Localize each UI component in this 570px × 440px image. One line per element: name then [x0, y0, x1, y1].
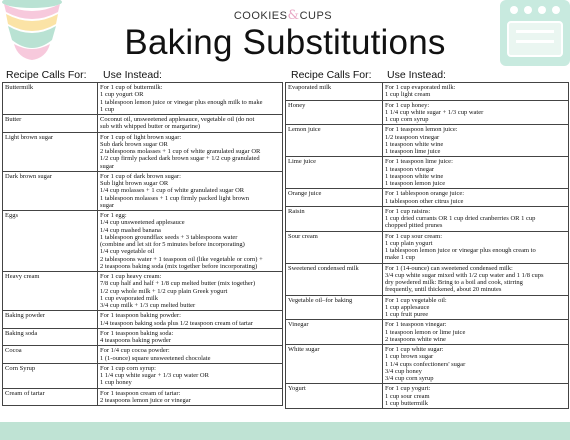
substitution-line: For 1 cup of buttermilk: [100, 84, 163, 91]
substitution-line: sub with whipped butter or margarine) [100, 123, 201, 131]
substitution-line: For 1 tablespoon orange juice: [385, 190, 465, 198]
substitution-line: 1 cup fruit puree [385, 311, 429, 318]
substitution-cell [98, 83, 283, 115]
substitution-line: 1 tablespoon other citrus juice [385, 197, 464, 205]
substitution-line: 1 cup buttermilk [385, 399, 428, 407]
substitution-cell [383, 384, 569, 409]
substitution-line: 1 1/4 cup white sugar + 1/3 cup water OR [100, 372, 209, 379]
ingredient-cell: Orange juice [286, 189, 383, 207]
ingredient-cell: Cocoa [3, 346, 98, 364]
table-row [286, 345, 569, 384]
substitution-line: 1 cup honey [100, 379, 132, 387]
table-row [3, 171, 283, 210]
table-row [286, 125, 569, 157]
table-row [286, 320, 569, 345]
substitution-line: For 1 teaspoon baking soda: [100, 329, 174, 337]
table-row [3, 83, 283, 115]
ingredient-cell: Baking powder [3, 311, 98, 329]
ingredient-cell: Light brown sugar [3, 132, 98, 171]
right-column-head-recipe: Recipe Calls For: [291, 69, 372, 81]
substitution-line: 1 teaspoon lime juice [385, 148, 441, 155]
ingredient-cell: Honey [286, 100, 383, 125]
substitution-line: Sub dark brown sugar OR [100, 140, 168, 148]
substitution-line: For 1 cup raisins: [385, 207, 431, 215]
substitution-line: dry powdered milk: Bring to a boil and cook, stirring [385, 279, 523, 286]
substitution-cell [98, 328, 283, 346]
substitution-line: For 1 cup corn syrup: [100, 364, 156, 372]
substitution-line: For 1 cup yogurt: [385, 385, 431, 393]
substitution-line: 2 teaspoons lemon juice or vinegar [100, 396, 191, 404]
substitution-cell [383, 157, 569, 189]
left-column-head-recipe: Recipe Calls For: [6, 69, 87, 81]
substitution-line: 1 tablespoon lemon juice or vinegar plus enough milk to make [100, 98, 263, 106]
substitution-line: 1 tablespoon molasses + 1 cup firmly packed light brown [100, 194, 249, 202]
substitution-line: 1 teaspoon lemon juice [385, 180, 446, 187]
substitution-line: 1/4 cup mashed banana [100, 226, 161, 234]
substitution-line: For 1 teaspoon baking powder: [100, 312, 181, 320]
brand-right: CUPS [299, 10, 333, 22]
substitution-line: 1 cup corn syrup [385, 116, 429, 123]
substitution-line: For 1 egg: [100, 212, 127, 219]
substitution-line: For 1 cup of dark brown sugar: [100, 172, 181, 180]
table-row [286, 231, 569, 263]
substitution-line: For 1 cup of light brown sugar: [100, 133, 182, 141]
substitution-line: For 1 cup honey: [385, 101, 430, 109]
substitution-cell [383, 320, 569, 345]
substitution-line: 1/2 teaspoon vinegar [385, 133, 440, 141]
substitution-line: 1 cup brown sugar [385, 353, 434, 361]
substitution-cell [98, 388, 283, 406]
substitution-line: For 1 cup sour cream: [385, 232, 443, 240]
table-row [3, 311, 283, 329]
left-substitution-table [2, 82, 283, 406]
ingredient-cell: Evaporated milk [286, 83, 383, 101]
substitution-line: 1 tablespoon groundflax seeds + 3 tablespoons water [100, 233, 238, 241]
substitution-line: For 1 cup white sugar: [385, 346, 444, 353]
substitution-line: 1 cup sour cream [385, 392, 430, 400]
substitution-line: 1 teaspoon lemon or lime juice [385, 328, 466, 336]
ingredient-cell: Eggs [3, 211, 98, 272]
substitution-cell [383, 295, 569, 320]
substitution-line: 3/4 cup white sugar mixed with 1/2 cup water and 1 1/8 cups [385, 271, 544, 279]
table-row [286, 157, 569, 189]
substitution-line: 3/4 cup corn syrup [385, 375, 434, 382]
substitution-line: (combine and let sit for 5 minutes before incorporating) [100, 241, 245, 248]
table-row [3, 211, 283, 272]
ingredient-cell: Buttermilk [3, 83, 98, 115]
substitution-line: make 1 cup [385, 254, 415, 262]
ingredient-cell: Dark brown sugar [3, 171, 98, 210]
footer-band [0, 422, 570, 440]
substitution-line: Coconut oil, unsweetened applesauce, vegetable oil (do not [100, 116, 255, 123]
brand-left: COOKIES [233, 10, 288, 22]
substitution-line: For 1/4 cup cocoa powder: [100, 347, 170, 355]
substitution-cell [98, 346, 283, 364]
table-row [286, 263, 569, 295]
mixing-bowls-icon [0, 0, 66, 62]
substitution-line: sugar [100, 201, 115, 209]
substitution-line: chopped pitted prunes [385, 222, 443, 230]
ingredient-cell: Raisin [286, 206, 383, 231]
substitution-line: 1 teaspoon white wine [385, 172, 444, 180]
substitution-line: frequently, until thickened, about 20 minutes [385, 286, 502, 294]
right-substitution-table [285, 82, 569, 409]
substitution-cell [383, 125, 569, 157]
substitution-line: For 1 (14-ounce) can sweetened condensed milk: [385, 264, 513, 272]
table-row [286, 189, 569, 207]
brand-logo [213, 8, 353, 23]
ingredient-cell: Sour cream [286, 231, 383, 263]
substitution-cell [98, 211, 283, 272]
substitution-line: For 1 teaspoon cream of tartar: [100, 389, 181, 397]
substitution-line: 1 teaspoon white wine [385, 140, 444, 148]
ingredient-cell: Lemon juice [286, 125, 383, 157]
table-row [3, 132, 283, 171]
ingredient-cell: Heavy cream [3, 272, 98, 311]
ingredient-cell: Cream of tartar [3, 388, 98, 406]
substitution-line: 1/2 cup whole milk + 1/2 cup plain Greek yogurt [100, 287, 228, 295]
substitution-line: 1 cup [100, 105, 115, 113]
substitution-line: 1/4 cup molasses + 1 cup of white granulated sugar OR [100, 187, 245, 195]
table-row [286, 384, 569, 409]
substitution-line: For 1 teaspoon vinegar: [385, 321, 447, 329]
ingredient-cell: White sugar [286, 345, 383, 384]
table-row [3, 328, 283, 346]
substitution-line: 1 (1-ounce) square unsweetened chocolate [100, 354, 211, 362]
substitution-line: 3/4 cup honey [385, 367, 422, 375]
substitution-line: sugar [100, 162, 115, 170]
substitution-line: Sub light brown sugar OR [100, 180, 169, 187]
ingredient-cell: Corn Syrup [3, 363, 98, 388]
substitution-line: 1 cup applesauce [385, 303, 430, 311]
substitution-cell [383, 231, 569, 263]
oven-icon [498, 0, 570, 66]
substitution-line: 1 cup evaporated milk [100, 294, 158, 302]
substitution-line: 2 tablespoons water + 1 teaspoon oil (like vegetable or corn) + [100, 255, 263, 263]
left-column-head-use: Use Instead: [103, 69, 162, 81]
substitution-cell [98, 272, 283, 311]
right-column-head-use: Use Instead: [387, 69, 446, 81]
table-row [3, 272, 283, 311]
substitution-line: 1 teaspoon vinegar [385, 165, 435, 173]
substitution-cell [383, 345, 569, 384]
ingredient-cell: Sweetened condensed milk [286, 263, 383, 295]
ingredient-cell: Butter [3, 115, 98, 133]
substitution-line: For 1 cup heavy cream: [100, 273, 162, 280]
table-row [3, 346, 283, 364]
substitution-cell [98, 311, 283, 329]
substitution-cell [383, 83, 569, 101]
substitution-cell [383, 206, 569, 231]
substitution-cell [383, 263, 569, 295]
table-row [286, 206, 569, 231]
ingredient-cell: Baking soda [3, 328, 98, 346]
substitution-line: 2 tablespoons molasses + 1 cup of white granulated sugar OR [100, 148, 261, 155]
substitution-line: For 1 cup evaporated milk: [385, 84, 456, 91]
substitution-line: 1 tablespoon lemon juice or vinegar plus enough cream to [385, 247, 536, 254]
substitution-line: 1 1/4 cup white sugar + 1/3 cup water [385, 108, 484, 116]
ingredient-cell: Vinegar [286, 320, 383, 345]
substitution-line: For 1 cup vegetable oil: [385, 296, 447, 304]
page-title: Baking Substitutions [124, 23, 446, 62]
substitution-cell [383, 100, 569, 125]
table-row [3, 363, 283, 388]
substitution-line: 1/4 teaspoon baking soda plus 1/2 teaspoon cream of tartar [100, 319, 253, 327]
substitution-line: 7/8 cup half and half + 1/8 cup melted butter (mix together) [100, 280, 256, 288]
substitution-line: 1 cup yogurt OR [100, 91, 144, 99]
ingredient-cell: Yogurt [286, 384, 383, 409]
substitution-cell [383, 189, 569, 207]
ingredient-cell: Vegetable oil–for baking [286, 295, 383, 320]
ingredient-cell: Lime juice [286, 157, 383, 189]
substitution-line: 4 teaspoons baking powder [100, 337, 171, 344]
substitution-line: 2 teaspoons baking soda (mix together before incorporating) [100, 262, 258, 270]
substitution-line: 3/4 cup milk + 1/3 cup melted butter [100, 302, 196, 309]
substitution-cell [98, 115, 283, 133]
table-row [3, 115, 283, 133]
table-row [286, 100, 569, 125]
substitution-line: 1/2 cup firmly packed dark brown sugar + 1/2 cup granulated [100, 155, 260, 163]
substitution-line: 1 1/4 cups confectioners' sugar [385, 360, 466, 368]
table-row [286, 295, 569, 320]
substitution-cell [98, 171, 283, 210]
substitution-line: 1/4 cup vegetable oil [100, 248, 155, 256]
table-row [286, 83, 569, 101]
table-row [3, 388, 283, 406]
brand-ampersand: & [287, 8, 300, 23]
substitution-line: 2 teaspoons white wine [385, 335, 446, 343]
substitution-line: For 1 teaspoon lemon juice: [385, 126, 458, 134]
substitution-cell [98, 363, 283, 388]
substitution-line: 1 cup light cream [385, 91, 431, 99]
substitution-cell [98, 132, 283, 171]
substitution-line: 1/4 cup unsweetened applesauce [100, 219, 185, 227]
substitution-line: 1 cup plain yogurt [385, 239, 433, 247]
substitution-line: For 1 teaspoon lime juice: [385, 158, 453, 166]
substitution-line: 1 cup dried currants OR 1 cup dried cranberries OR 1 cup [385, 215, 536, 222]
